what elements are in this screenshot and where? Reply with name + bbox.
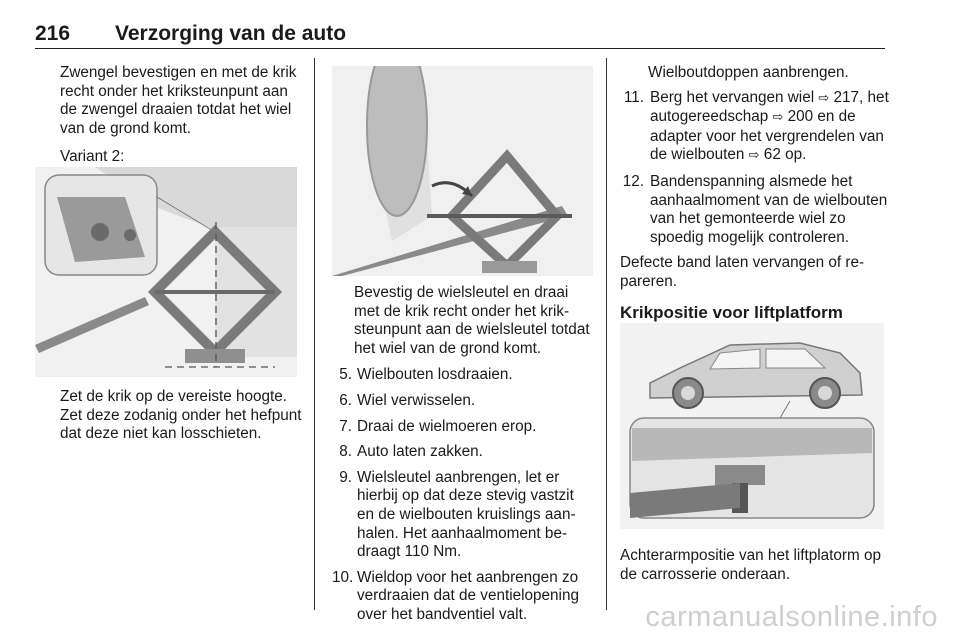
steps-list [332,366,594,624]
page-reference-arrow-icon: ⇨ [772,110,784,126]
step-text: Bandenspanning alsmede het aanhaalmoment van de wielbouten van het gemonteerde wiel zo spoedig mogelijk controleren. [650,172,888,246]
step-number: 5. [339,366,352,384]
list-item [620,89,890,166]
step-text: Wielsleutel aanbrengen, let er hierbij op dat deze stevig vastzit en de wielbouten kruislings aanhalen. Het aanhaalmoment bedraagt 110 Nm. [357,468,576,561]
step-text: 217, het autogereedschap [650,88,889,126]
list-item [620,173,890,247]
column-1-lower [60,388,303,444]
jack-diagram [35,167,297,377]
step-text: Berg het vervangen wiel [650,88,819,106]
column-2 [332,284,594,632]
page-header [35,18,885,49]
step-number: 10. [332,568,354,586]
jack-wheel-illustration [332,66,593,276]
list-item [332,569,594,625]
step-number: 8. [339,443,352,461]
step-text: 200 en de adapter voor het vergrendelen van de wielbouten [650,108,884,164]
step-number: 11. [623,88,644,106]
figure-caption: Bevestig de wielsleutel en draai met de krik recht onder het kriksteunpunt aan de wielsleutel totdat het wiel van de grond komt. [354,284,590,357]
column-divider [314,58,315,610]
wheel-jack-diagram [332,66,593,276]
step-text: Draai de wielmoeren erop. [357,417,537,435]
variant-label: Variant 2: [60,148,125,166]
section-heading: Krikpositie voor liftplatform [620,302,843,322]
car-lift-diagram [620,323,884,529]
jack-illustration-variant-2 [35,167,297,377]
paragraph: Defecte band laten vervangen of repareren. [620,254,865,290]
step-text: Wieldop voor het aanbrengen zo verdraaien dat de ventielopening over het bandventiel valt. [357,568,579,623]
paragraph: Zwengel bevestigen en met de krik recht onder het kriksteunpunt aan de zwengel draaien totdat het wiel van de grond komt. [60,64,297,137]
column-divider [606,58,607,610]
page-reference-arrow-icon: ⇨ [818,90,830,106]
step-number: 9. [339,468,352,486]
list-item [332,418,594,437]
column-3-lower [620,547,890,584]
step-text: Wielbouten losdraaien. [357,366,513,384]
list-item [332,366,594,385]
list-item [332,392,594,411]
step-text: Wiel verwisselen. [357,391,476,409]
figure-caption: Achterarmpositie van het liftplatorm op de carrosserie onderaan. [620,547,882,583]
page-reference-arrow-icon: ⇨ [748,148,760,164]
step-text: Auto laten zakken. [357,443,483,461]
list-item [332,443,594,462]
paragraph: Wielboutdoppen aanbrengen. [648,64,849,81]
lift-platform-illustration [620,323,884,529]
page-number: 216 [35,22,71,45]
step-text: 62 op. [759,146,807,164]
step-number: 7. [339,417,352,435]
paragraph: Zet de krik op de vereiste hoogte. Zet deze zodanig onder het hefpunt dat deze niet kan losschieten. [60,388,302,443]
watermark: carmanualsonline.info [645,601,938,633]
column-3 [620,64,890,322]
step-number: 12. [622,172,644,190]
step-number: 6. [339,391,352,409]
column-1 [60,64,303,167]
list-item [332,469,594,562]
page-title: Verzorging van de auto [115,22,347,45]
